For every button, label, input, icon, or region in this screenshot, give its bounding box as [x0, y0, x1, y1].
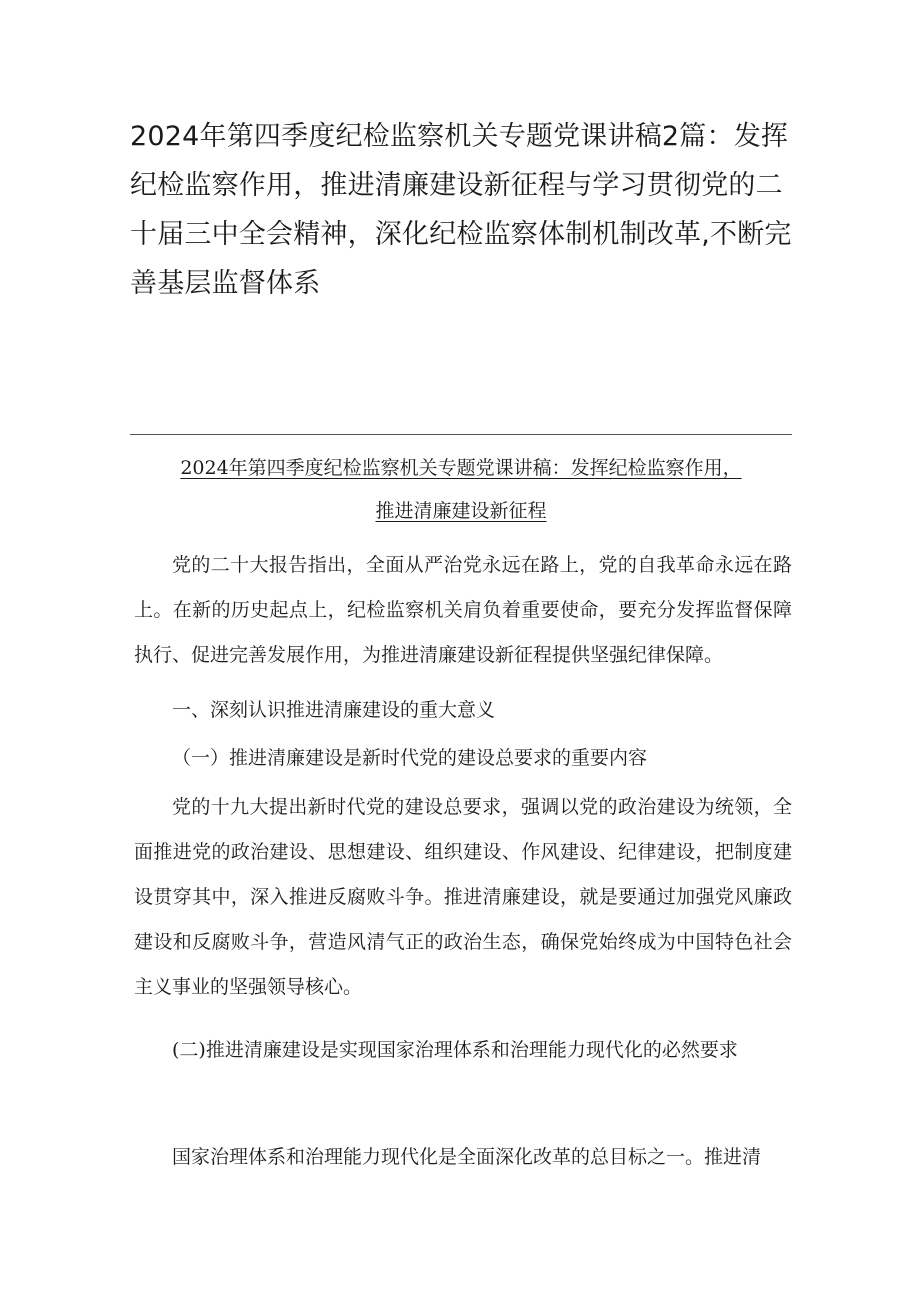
subsection-1-heading: （一）推进清廉建设是新时代党的建设总要求的重要内容 — [172, 747, 648, 769]
article-subtitle — [130, 447, 792, 533]
document-main-title: 2024年第四季度纪检监察机关专题党课讲稿2篇：发挥纪检监察作用，推进清廉建设新征程与学习贯彻党的二十届三中全会精神，深化纪检监察体制机制改革,不断完善基层监督体系 — [130, 121, 792, 299]
intro-paragraph: 党的二十大报告指出，全面从严治党永远在路上，党的自我革命永远在路上。在新的历史起点上，纪检监察机关肩负着重要使命，要充分发挥监督保障执行、促进完善发展作用，为推进清廉建设新征程提供坚强纪律保障。 — [134, 554, 792, 666]
subsection-2-heading: (二)推进清廉建设是实现国家治理体系和治理能力现代化的必然要求 — [172, 1039, 738, 1061]
article-subtitle-line-1: 2024年第四季度纪检监察机关专题党课讲稿：发挥纪检监察作用， — [180, 457, 742, 479]
section-1-heading: 一、深刻认识推进清廉建设的重大意义 — [172, 699, 496, 721]
subsection-1-paragraph: 党的十九大提出新时代党的建设总要求，强调以党的政治建设为统领，全面推进党的政治建设、思想建设、组织建设、作风建设、纪律建设，把制度建设贯穿其中，深入推进反腐败斗争。推进清廉建设，就是要通过加强党风廉政建设和反腐败斗争，营造风清气正的政治生态，确保党始终成为中国特色社会主义事业的坚强领导核心。 — [134, 796, 792, 998]
subsection-2-paragraph: 国家治理体系和治理能力现代化是全面深化改革的总目标之一。推进清 — [172, 1146, 762, 1168]
title-divider — [130, 434, 792, 435]
article-subtitle-line-2: 推进清廉建设新征程 — [375, 500, 547, 522]
